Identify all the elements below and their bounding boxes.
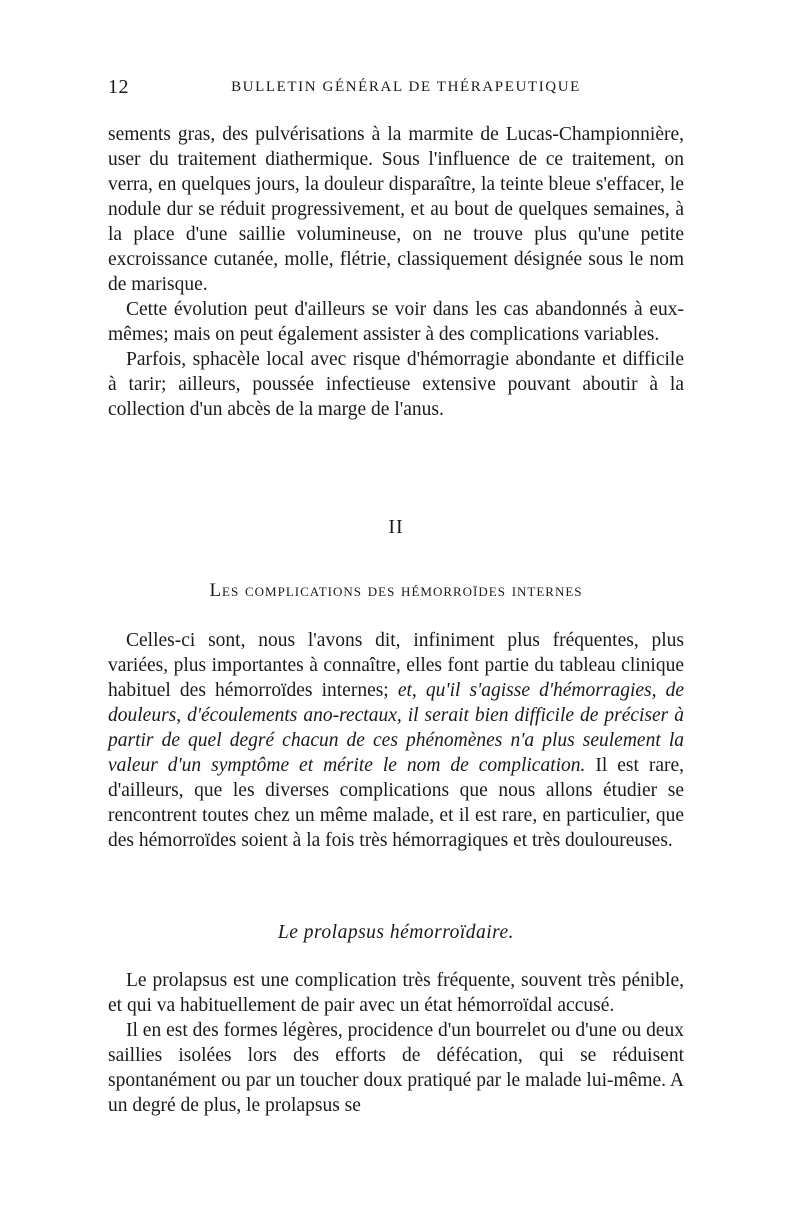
paragraph-continuation: sements gras, des pulvérisations à la marmite de Lucas-Championnière, user du traitement diathermique. Sous l'influence de ce traitement, on verra, en quelques jours, la douleur disparaître, la teinte bleue s'effacer, le nodule dur se réduit progressivement, et au bout de quelques semaines, à la place d'une saillie volumineuse, on ne trouve plus qu'une petite excroissance cutanée, molle, flétrie, classiquement désignée sous le nom de marisque. bbox=[108, 124, 684, 295]
page-number: 12 bbox=[108, 76, 129, 98]
section-3-text bbox=[108, 968, 684, 1118]
section-title-text: Les complications des hémorroïdes internes bbox=[209, 580, 583, 601]
paragraph-text: Il est rare, d'ailleurs, que les diverses complications que nous allons étudier se rencontrent toutes chez un même malade, et il est rare, en particulier, que des hémorroïdes soient à la fois très hémorragiques et très douloureuses. bbox=[108, 755, 685, 851]
section-title bbox=[108, 580, 684, 602]
section-1-text bbox=[108, 122, 684, 422]
paragraph-text: Celles-ci sont, nous l'avons dit, infiniment plus fréquentes, plus variées, plus importantes à connaître, elles font partie du tableau clinique habituel des hémorroïdes internes; bbox=[108, 630, 684, 701]
paragraph: Le prolapsus est une complication très fréquente, souvent très pénible, et qui va habituellement de pair avec un état hémorroïdal accusé. bbox=[108, 970, 684, 1016]
running-title: BULLETIN GÉNÉRAL DE THÉRAPEUTIQUE bbox=[231, 79, 581, 95]
paragraph: Parfois, sphacèle local avec risque d'hémorragie abondante et difficile à tarir; ailleurs, poussée infectieuse extensive pouvant aboutir à la collection d'un abcès de la marge de l'anus. bbox=[108, 349, 684, 420]
subheading: Le prolapsus hémorroïdaire. bbox=[277, 922, 515, 943]
section-2-text bbox=[108, 628, 684, 853]
section-number: II bbox=[388, 516, 404, 538]
paragraph: Cette évolution peut d'ailleurs se voir dans les cas abandonnés à eux-mêmes; mais on peut également assister à des complications variables. bbox=[108, 299, 684, 345]
paragraph bbox=[108, 628, 684, 853]
paragraph: Il en est des formes légères, procidence d'un bourrelet ou d'une ou deux saillies isolées lors des efforts de défécation, qui se réduisent spontanément ou par un toucher doux pratiqué par le malade lui-même. A un degré de plus, le prolapsus se bbox=[108, 1020, 684, 1116]
paragraph-italic-text: et, qu'il s'agisse d'hémorragies, de douleurs, d'écoulements ano-rectaux, il serait bien difficile de préciser à partir de quel degré chacun de ces phénomènes n'a plus seulement la valeur d'un symptôme et mérite le nom de complication. bbox=[108, 680, 684, 776]
page-header bbox=[108, 76, 684, 104]
